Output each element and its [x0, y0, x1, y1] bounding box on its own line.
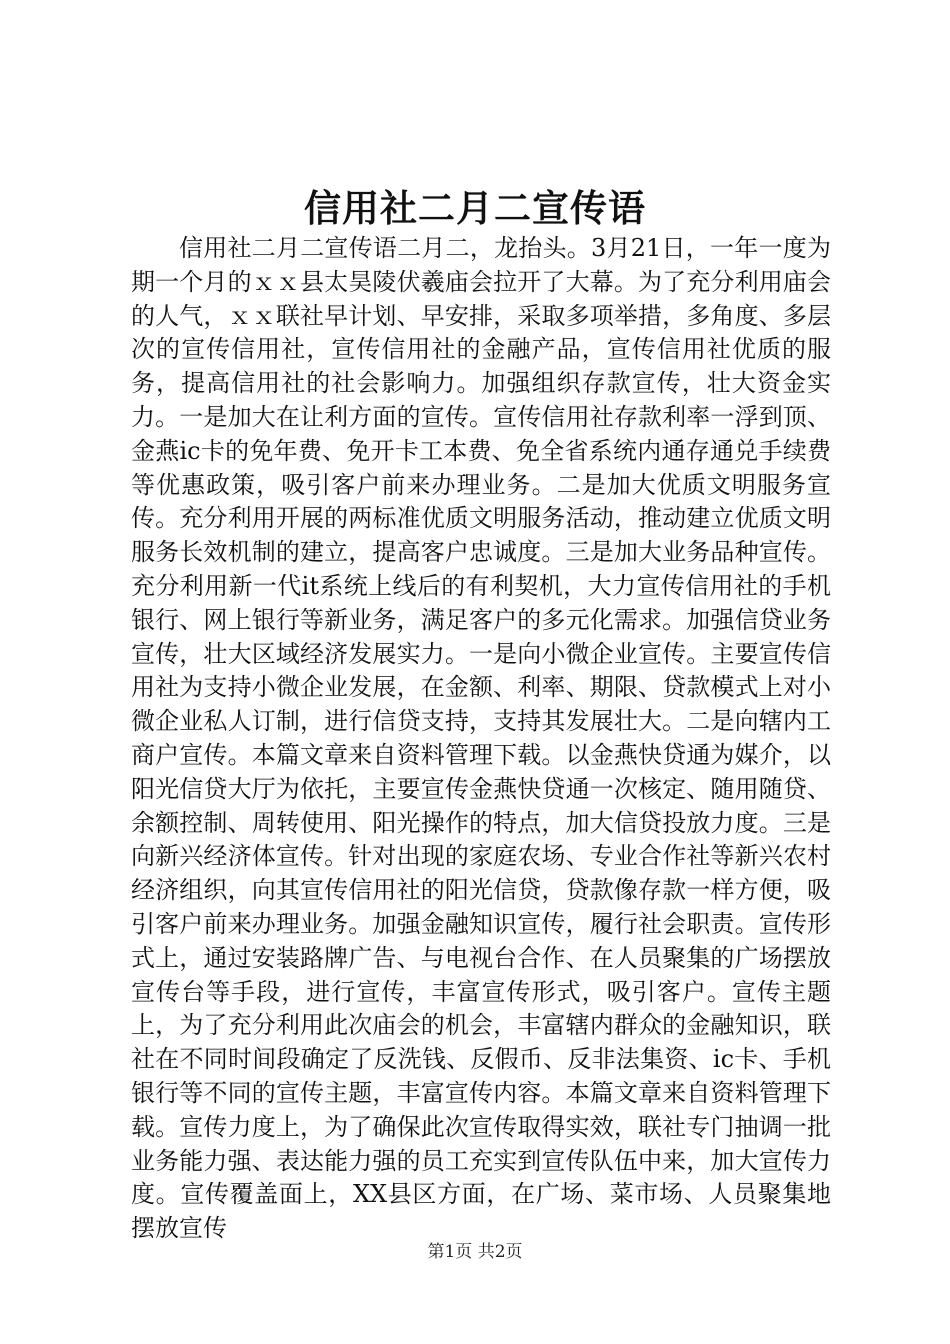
document-body: 信用社二月二宣传语二月二，龙抬头。3月21日，一年一度为期一个月的ｘｘ县太昊陵伏羲庙会拉开了大幕。为了充分利用庙会的人气，ｘｘ联社早计划、早安排，采取多项举措，多角度、多层次的宣传信用社，宣传信用社的金融产品，宣传信用社优质的服务，提高信用社的社会影响力。加强组织存款宣传，壮大资金实力。一是加大在让利方面的宣传。宣传信用社存款利率一浮到顶、金燕ic卡的免年费、免开卡工本费、免全省系统内通存通兑手续费等优惠政策，吸引客户前来办理业务。二是加大优质文明服务宣传。充分利用开展的两标准优质文明服务活动，推动建立优质文明服务长效机制的建立，提高客户忠诚度。三是加大业务品种宣传。充分利用新一代it系统上线后的有利契机，大力宣传信用社的手机银行、网上银行等新业务，满足客户的多元化需求。加强信贷业务宣传，壮大区域经济发展实力。一是向小微企业宣传。主要宣传信用社为支持小微企业发展，在金额、利率、期限、贷款模式上对小微企业私人订制，进行信贷支持，支持其发展壮大。二是向辖内工商户宣传。本篇文章来自资料管理下载。以金燕快贷通为媒介，以阳光信贷大厅为依托，主要宣传金燕快贷通一次核定、随用随贷、余额控制、周转使用、阳光操作的特点，加大信贷投放力度。三是向新兴经济体宣传。针对出现的家庭农场、专业合作社等新兴农村经济组织，向其宣传信用社的阳光信贷，贷款像存款一样方便，吸引客户前来办理业务。加强金融知识宣传，履行社会职责。宣传形式上，通过安装路牌广告、与电视台合作、在人员聚集的广场摆放宣传台等手段，进行宣传，丰富宣传形式，吸引客户。宣传主题上，为了充分利用此次庙会的机会，丰富辖内群众的金融知识，联社在不同时间段确定了反洗钱、反假币、反非法集资、ic卡、手机银行等不同的宣传主题，丰富宣传内容。本篇文章来自资料管理下载。宣传力度上，为了确保此次宣传取得实效，联社专门抽调一批业务能力强、表达能力强的员工充实到宣传队伍中来，加大宣传力度。宣传覆盖面上，XX县区方面，在广场、菜市场、人员聚集地摆放宣传 [131, 234, 831, 1243]
document-title: 信用社二月二宣传语 [304, 186, 646, 230]
page-number: 第1页 共2页 [427, 1242, 523, 1262]
